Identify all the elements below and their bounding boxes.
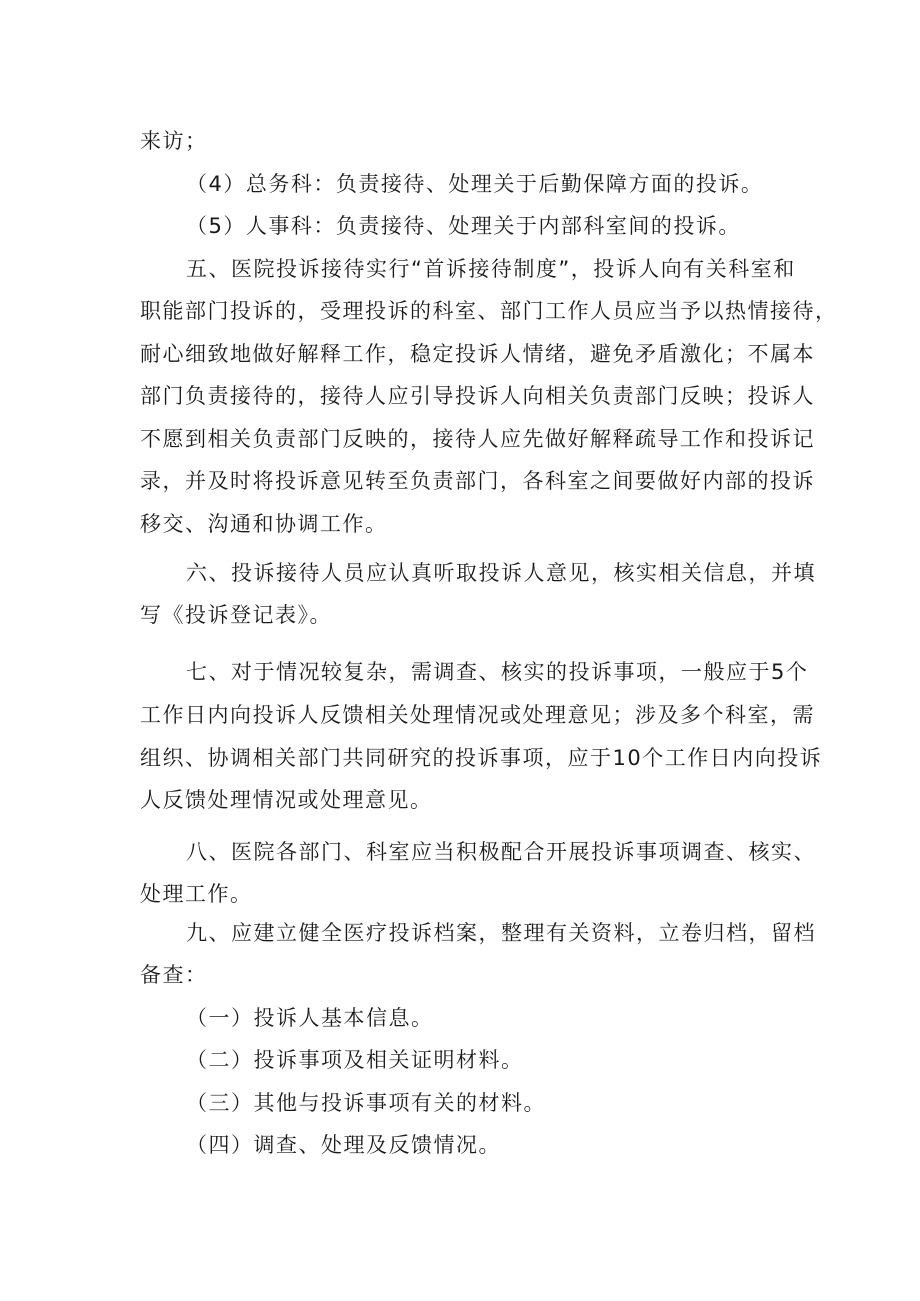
paragraph-5-line: 五、医院投诉接待实行“首诉接待制度”，投诉人向有关科室和 — [186, 257, 796, 281]
paragraph-9-line: 九、应建立健全医疗投诉档案，整理有关资料，立卷归档，留档 — [186, 921, 816, 945]
paragraph-5-line: 职能部门投诉的，受理投诉的科室、部门工作人员应当予以热情接待， — [140, 299, 838, 323]
list-item: （三）其他与投诉事项有关的材料。 — [186, 1091, 546, 1115]
list-item: （二）投诉事项及相关证明材料。 — [186, 1048, 524, 1072]
paragraph-7-line: 七、对于情况较复杂，需调查、核实的投诉事项，一般应于5个 — [186, 660, 809, 684]
text-line: （5）人事科：负责接待、处理关于内部科室间的投诉。 — [186, 214, 741, 238]
paragraph-7-line: 工作日内向投诉人反馈相关处理情况或处理意见；涉及多个科室，需 — [140, 703, 815, 727]
paragraph-9-line: 备查： — [140, 963, 208, 987]
paragraph-5-line: 录，并及时将投诉意见转至负责部门，各科室之间要做好内部的投诉 — [140, 469, 815, 493]
paragraph-7-line: 组织、协调相关部门共同研究的投诉事项，应于10个工作日内向投诉 — [140, 746, 823, 770]
paragraph-5-line: 耐心细致地做好解释工作，稳定投诉人情绪，避免矛盾激化；不属本 — [140, 342, 815, 366]
paragraph-8-line: 八、医院各部门、科室应当积极配合开展投诉事项调查、核实、 — [186, 840, 816, 864]
paragraph-7-line: 人反馈处理情况或处理意见。 — [140, 788, 433, 812]
paragraph-5-line: 不愿到相关负责部门反映的，接待人应先做好解释疏导工作和投诉记 — [140, 427, 815, 451]
text-line: （4）总务科：负责接待、处理关于后勤保障方面的投诉。 — [186, 172, 764, 196]
paragraph-8-line: 处理工作。 — [140, 882, 253, 906]
list-item: （四）调查、处理及反馈情况。 — [186, 1133, 501, 1157]
list-item: （一）投诉人基本信息。 — [186, 1006, 434, 1030]
text-line: 来访； — [140, 129, 208, 153]
paragraph-5-line: 部门负责接待的，接待人应引导投诉人向相关负责部门反映；投诉人 — [140, 384, 815, 408]
paragraph-6-line: 六、投诉接待人员应认真听取投诉人意见，核实相关信息，并填 — [186, 561, 816, 585]
paragraph-6-line: 写《投诉登记表》。 — [140, 603, 332, 627]
paragraph-5-line: 移交、沟通和协调工作。 — [140, 512, 388, 536]
